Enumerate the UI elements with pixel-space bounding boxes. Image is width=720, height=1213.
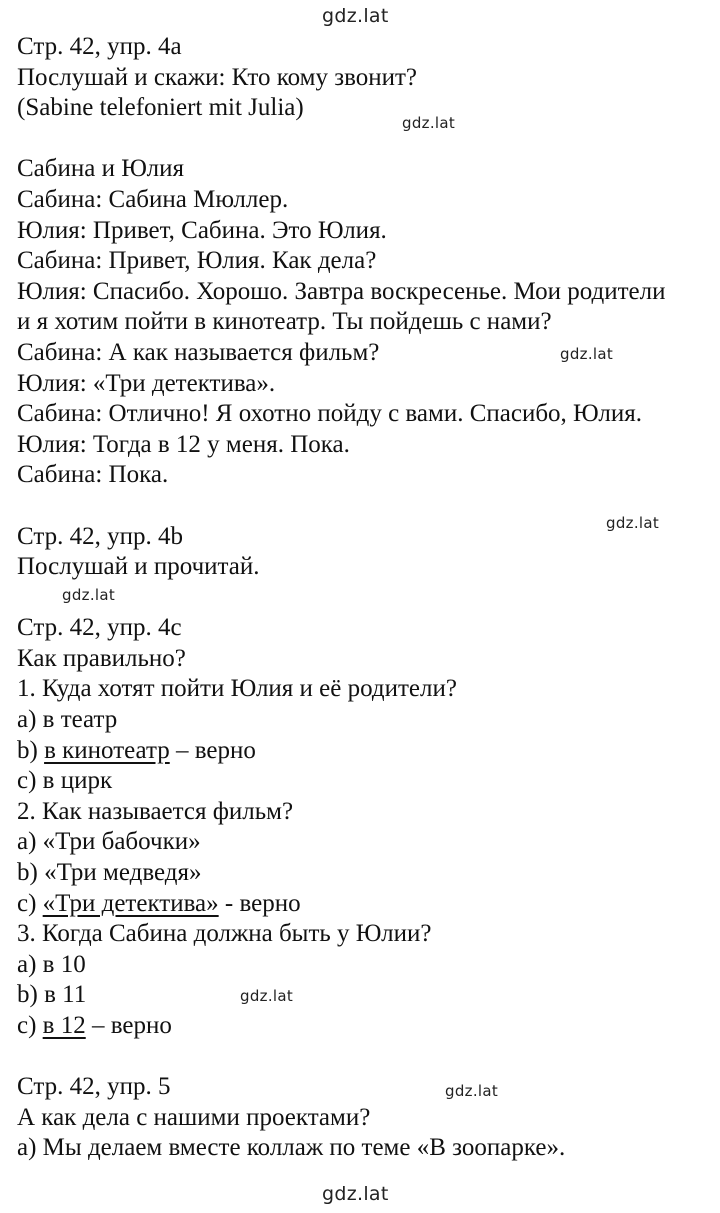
exercise-answer-4a: (Sabine telefoniert mit Julia) — [17, 94, 304, 122]
correct-answer: в кинотеатр — [44, 736, 170, 764]
watermark: gdz.lat — [62, 586, 116, 604]
correct-answer: в 12 — [42, 1012, 86, 1039]
question-3: 3. Когда Сабина должна быть у Юлии? — [17, 920, 432, 948]
option-3c: c) в 12 – верно — [17, 1012, 172, 1039]
dialog-line: Юлия: «Три детектива». — [17, 369, 276, 397]
option-2a: а) «Три бабочки» — [17, 828, 201, 856]
exercise-heading-4a: Стр. 42, упр. 4а — [17, 33, 182, 60]
dialog-line: Сабина: Сабина Мюллер. — [17, 185, 289, 213]
question-1: 1. Куда хотят пойти Юлия и её родители? — [17, 675, 457, 703]
watermark: gdz.lat — [240, 987, 294, 1005]
watermark: gdz.lat — [322, 1183, 389, 1205]
watermark: gdz.lat — [402, 114, 456, 132]
option-1b: b) в кинотеатр – верно — [17, 736, 256, 764]
exercise-task-4c: Как правильно? — [17, 644, 186, 672]
option-1c: c) в цирк — [17, 767, 113, 795]
watermark: gdz.lat — [560, 345, 614, 363]
option-1a: а) в театр — [17, 706, 118, 734]
watermark: gdz.lat — [606, 514, 660, 532]
dialog-line: Сабина: Пока. — [17, 461, 169, 489]
exercise-heading-4c: Стр. 42, упр. 4с — [17, 614, 182, 642]
exercise-answer-5: а) Мы делаем вместе коллаж по теме «В зоопарке». — [17, 1134, 566, 1162]
question-2: 2. Как называется фильм? — [17, 797, 294, 825]
option-2b: b) «Три медведя» — [17, 859, 202, 887]
document-body — [17, 32, 717, 1164]
option-3a: а) в 10 — [17, 950, 86, 978]
option-3b: b) в 11 — [17, 981, 87, 1009]
exercise-heading-4b: Стр. 42, упр. 4b — [17, 522, 183, 550]
dialog-line: Юлия: Спасибо. Хорошо. Завтра воскресенье. Мои родители — [17, 277, 666, 305]
dialog-line: Сабина: А как называется фильм? — [17, 338, 380, 366]
dialog-line: Юлия: Привет, Сабина. Это Юлия. — [17, 216, 387, 244]
correct-answer: «Три детектива» — [42, 889, 219, 917]
dialog-line: и я хотим пойти в кинотеатр. Ты пойдешь с нами? — [17, 308, 552, 336]
exercise-task-4b: Послушай и прочитай. — [17, 553, 260, 581]
exercise-task-4a: Послушай и скажи: Кто кому звонит? — [17, 63, 417, 91]
dialog-line: Юлия: Тогда в 12 у меня. Пока. — [17, 430, 350, 458]
watermark: gdz.lat — [445, 1082, 499, 1100]
option-2c: c) «Три детектива» - верно — [17, 889, 301, 917]
dialog-title: Сабина и Юлия — [17, 155, 184, 183]
dialog-line: Сабина: Привет, Юлия. Как дела? — [17, 247, 377, 275]
exercise-task-5: А как дела с нашими проектами? — [17, 1103, 371, 1131]
dialog-line: Сабина: Отлично! Я охотно пойду с вами. Спасибо, Юлия. — [17, 400, 643, 428]
exercise-heading-5: Стр. 42, упр. 5 — [17, 1073, 171, 1101]
watermark: gdz.lat — [322, 5, 389, 27]
